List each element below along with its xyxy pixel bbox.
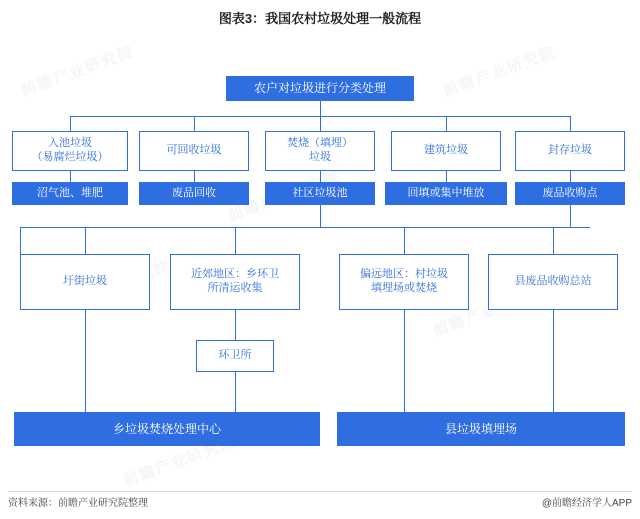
watermark — [440, 40, 559, 100]
node-category-1-line2: （易腐烂垃圾） — [31, 151, 109, 163]
account-note: @前瞻经济学人APP — [541, 498, 632, 509]
connector — [446, 171, 447, 182]
node-method-3[interactable]: 社区垃圾池 — [265, 182, 375, 205]
node-category-3[interactable] — [265, 131, 375, 171]
node-sanitation-station[interactable]: 环卫所 — [196, 340, 274, 372]
connector — [553, 310, 554, 412]
chart-title: 图表3：我国农村垃圾处理一般流程 — [218, 11, 422, 26]
node-stage-2[interactable] — [170, 254, 300, 310]
connector — [404, 227, 405, 254]
node-stage-3-line1: 偏远地区：村垃圾 — [360, 268, 448, 281]
node-method-1[interactable]: 沼气池、堆肥 — [12, 182, 128, 205]
source-note: 资料来源：前瞻产业研究院整理 — [8, 498, 148, 509]
node-category-2[interactable]: 可回收垃圾 — [139, 131, 249, 171]
connector — [194, 171, 195, 182]
node-stage-3[interactable] — [339, 254, 469, 310]
node-category-1-line1: 入池垃圾 — [48, 137, 92, 150]
node-stage-2-line2: 所清运收集 — [207, 282, 263, 294]
node-stage-4[interactable]: 县废品收购总站 — [488, 254, 618, 310]
connector — [70, 171, 71, 182]
connector-bus — [20, 227, 590, 228]
node-stage-1[interactable]: 圩街垃圾 — [20, 254, 150, 310]
connector — [320, 171, 321, 182]
node-category-5[interactable]: 封存垃圾 — [515, 131, 625, 171]
connector — [446, 116, 447, 131]
connector — [320, 101, 321, 116]
node-end-2[interactable]: 县垃圾填埋场 — [337, 412, 625, 446]
connector — [320, 116, 321, 131]
connector — [235, 227, 236, 254]
node-method-5[interactable]: 废品收购点 — [515, 182, 625, 205]
node-end-1[interactable]: 乡垃圾焚烧处理中心 — [14, 412, 320, 446]
node-method-2[interactable]: 废品回收 — [139, 182, 249, 205]
connector — [235, 372, 236, 412]
node-category-1[interactable] — [12, 131, 128, 171]
node-category-3-line1: 焚烧（填埋） — [287, 137, 353, 150]
connector — [85, 227, 86, 254]
node-stage-2-line1: 近郊地区：乡环卫 — [191, 268, 279, 281]
connector — [570, 171, 571, 182]
footer-divider — [8, 491, 632, 492]
connector — [70, 116, 71, 131]
connector — [194, 116, 195, 131]
connector — [570, 116, 571, 131]
connector — [553, 227, 554, 254]
connector — [85, 310, 86, 412]
node-method-4[interactable]: 回填或集中堆放 — [385, 182, 507, 205]
node-category-4[interactable]: 建筑垃圾 — [391, 131, 501, 171]
connector — [20, 227, 21, 254]
node-stage-3-line2: 填埋场或焚烧 — [371, 282, 437, 294]
connector — [235, 310, 236, 340]
connector — [404, 310, 405, 412]
connector — [320, 205, 321, 227]
node-category-3-line2: 垃圾 — [309, 151, 331, 163]
watermark — [18, 40, 137, 100]
connector — [570, 205, 571, 227]
node-root[interactable]: 农户对垃圾进行分类处理 — [226, 76, 414, 101]
